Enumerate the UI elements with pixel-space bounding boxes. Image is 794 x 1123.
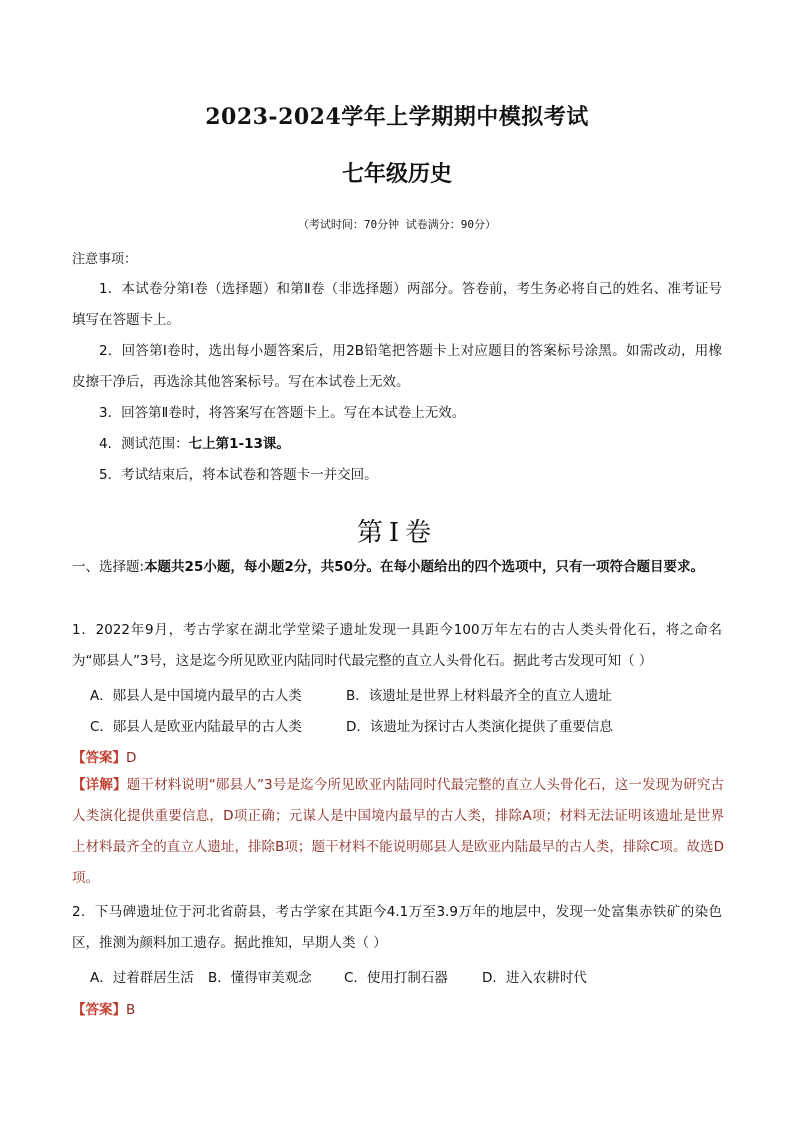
instruction-prefix: 一、选择题: <box>72 559 145 575</box>
question-2-option-a: A．过着群居生活 <box>90 970 194 986</box>
instruction-body: 本题共25小题，每小题2分，共50分。在每小题给出的四个选项中，只有一项符合题目要求。 <box>144 559 705 575</box>
question-1-answer <box>72 746 136 766</box>
question-2-stem: 2．下马碑遗址位于河北省蔚县，考古学家在其距今4.1万至3.9万年的地层中，发现一处富集赤铁矿的染色区，推测为颜料加工遗存。据此推知，早期人类（ ） <box>72 904 722 951</box>
note-item-1: 1．本试卷分第Ⅰ卷（选择题）和第Ⅱ卷（非选择题）两部分。答卷前，考生务必将自己的姓名、准考证号填写在答题卡上。 <box>72 281 722 328</box>
question-2-options-row <box>90 966 587 986</box>
question-1-options-row-2 <box>90 715 613 735</box>
question-2-option-c: C．使用打制石器 <box>344 970 448 986</box>
note-item-4 <box>72 429 722 460</box>
question-1-option-a: A．郧县人是中国境内最早的古人类 <box>90 688 302 704</box>
note-item-4-scope: 七上第1-13课。 <box>188 436 290 452</box>
exam-time-score: （考试时间：70分钟 试卷满分：90分） <box>297 218 497 231</box>
question-1-option-d: D．该遗址为探讨古人类演化提供了重要信息 <box>346 719 613 735</box>
answer-tag: 【答案】 <box>72 750 126 766</box>
analysis-tag: 【详解】 <box>72 777 127 793</box>
question-2-answer <box>72 998 135 1018</box>
question-2-option-d: D．进入农耕时代 <box>482 970 587 986</box>
question-1-option-b: B．该遗址是世界上材料最齐全的直立人遗址 <box>346 688 612 704</box>
exam-title: 2023-2024学年上学期期中模拟考试 <box>205 104 589 130</box>
note-item-5: 5．考试结束后，将本试卷和答题卡一并交回。 <box>99 467 378 483</box>
section-title: 第Ⅰ卷 <box>356 518 438 548</box>
question-1-stem: 1．2022年9月，考古学家在湖北学堂梁子遗址发现一具距今100万年左右的古人类头骨化石，将之命名为“郧县人”3号，这是迄今所见欧亚内陆同时代最完整的直立人头骨化石。据此考古发现可知（ ） <box>72 622 722 669</box>
question-1-options-row-1 <box>90 684 612 704</box>
note-item-4-label: 4．测试范围： <box>99 436 189 452</box>
section-instruction <box>72 552 759 583</box>
exam-subject: 七年级历史 <box>341 161 452 187</box>
answer-tag: 【答案】 <box>72 1002 126 1018</box>
note-item-3: 3．回答第Ⅱ卷时，将答案写在答题卡上。写在本试卷上无效。 <box>99 405 466 421</box>
note-item-2: 2．回答第Ⅰ卷时，选出每小题答案后，用2B铅笔把答题卡上对应题目的答案标号涂黑。如需改动，用橡皮擦干净后，再选涂其他答案标号。写在本试卷上无效。 <box>72 343 722 390</box>
question-2-option-b: B．懂得审美观念 <box>208 970 312 986</box>
notes-heading: 注意事项： <box>72 252 138 267</box>
analysis-text: 题干材料说明“郧县人”3号是迄今所见欧亚内陆同时代最完整的直立人头骨化石，这一发现为研究古人类演化提供重要信息，D项正确；元谋人是中国境内最早的古人类，排除A项；材料无法证明该遗址是世界上材料最齐全的直立人遗址，排除B项；题干材料不能说明郧县人是欧亚内陆最早的古人类，排除C项。故选D项。 <box>72 777 724 886</box>
answer-value: B <box>126 1002 136 1018</box>
question-1-analysis <box>72 770 724 894</box>
answer-value: D <box>126 750 137 766</box>
question-1-option-c: C．郧县人是欧亚内陆最早的古人类 <box>90 719 302 735</box>
